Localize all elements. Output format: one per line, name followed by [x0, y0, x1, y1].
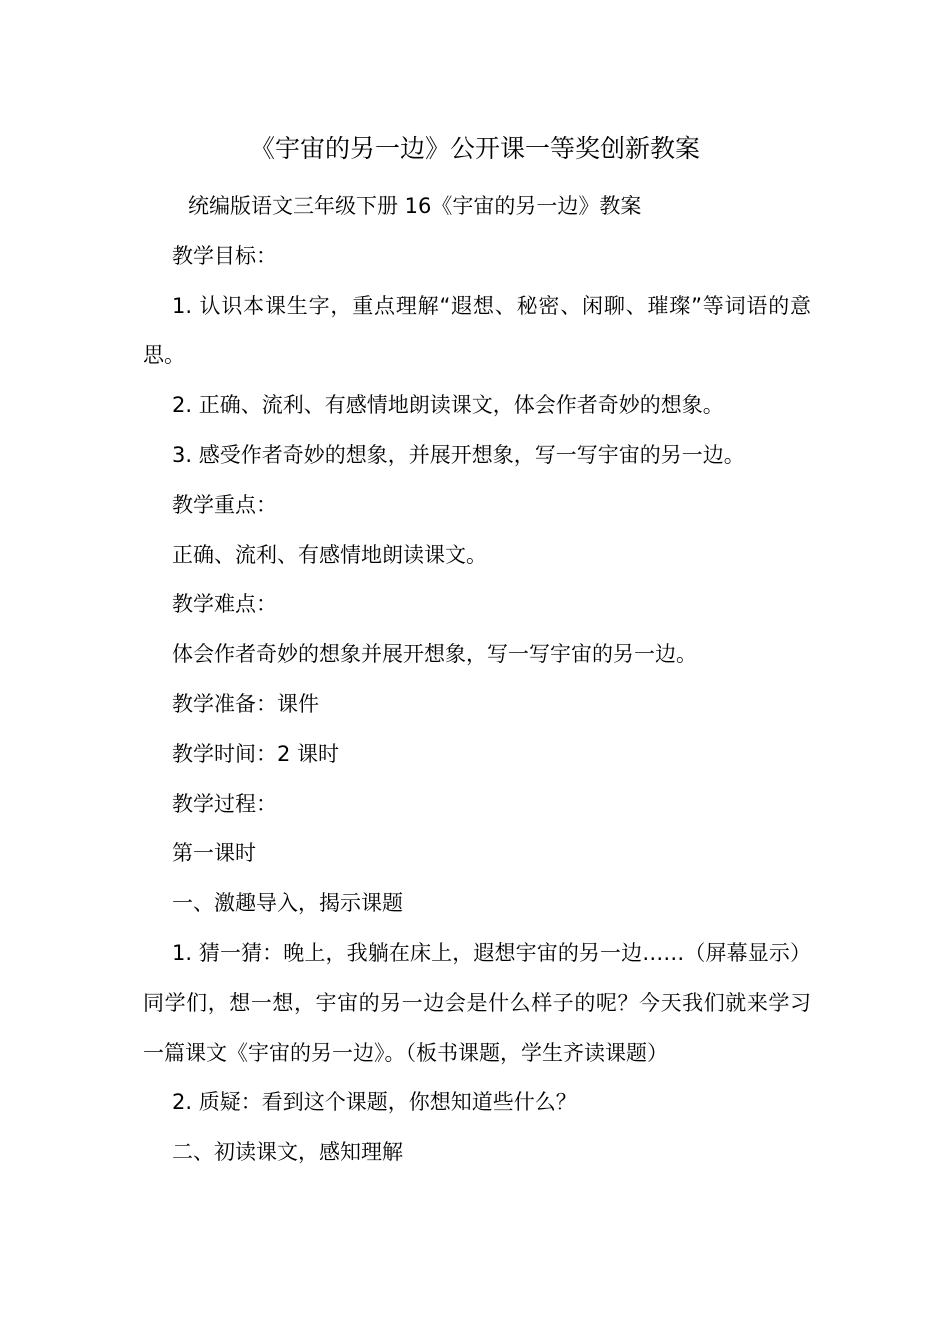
paragraph-key-points: 正确、流利、有感情地朗读课文。: [172, 542, 487, 567]
paragraph-process-heading: 教学过程：: [172, 791, 277, 816]
paragraph-section-two-heading: 二、初读课文，感知理解: [172, 1140, 403, 1165]
paragraph-preparation: 教学准备：课件: [172, 691, 319, 716]
paragraph-difficulties: 体会作者奇妙的想象并展开想象，写一写宇宙的另一边。: [172, 642, 697, 667]
paragraph-question: 2. 质疑：看到这个课题，你想知道些什么？: [172, 1090, 577, 1115]
paragraph-first-lesson: 第一课时: [172, 841, 256, 866]
paragraph-objective-3: 3. 感受作者奇妙的想象，并展开想象，写一写宇宙的另一边。: [172, 442, 745, 467]
paragraph-difficulties-heading: 教学难点：: [172, 592, 277, 617]
document-body: [143, 182, 811, 1178]
document-title: 《宇宙的另一边》公开课一等奖创新教案: [249, 134, 700, 163]
paragraph-guess: 1. 猜一猜：晚上，我躺在床上，遐想宇宙的另一边……（屏幕显示）同学们，想一想，宇宙的另一边会是什么样子的呢？今天我们就来学习一篇课文《宇宙的另一边》。（板书课题，学生齐读课题）: [143, 940, 811, 1065]
document-subtitle: 统编版语文三年级下册 16《宇宙的另一边》教案: [188, 194, 642, 218]
paragraph-objective-1: 1. 认识本课生字，重点理解“遐想、秘密、闲聊、璀璨”等词语的意思。: [143, 293, 811, 368]
paragraph-objective-2: 2. 正确、流利、有感情地朗读课文，体会作者奇妙的想象。: [172, 393, 724, 418]
paragraph-section-one-heading: 一、激趣导入，揭示课题: [172, 891, 403, 916]
paragraph-objectives-heading: 教学目标：: [172, 243, 277, 268]
paragraph-time: 教学时间：2 课时: [172, 741, 340, 766]
paragraph-key-points-heading: 教学重点：: [172, 492, 277, 517]
